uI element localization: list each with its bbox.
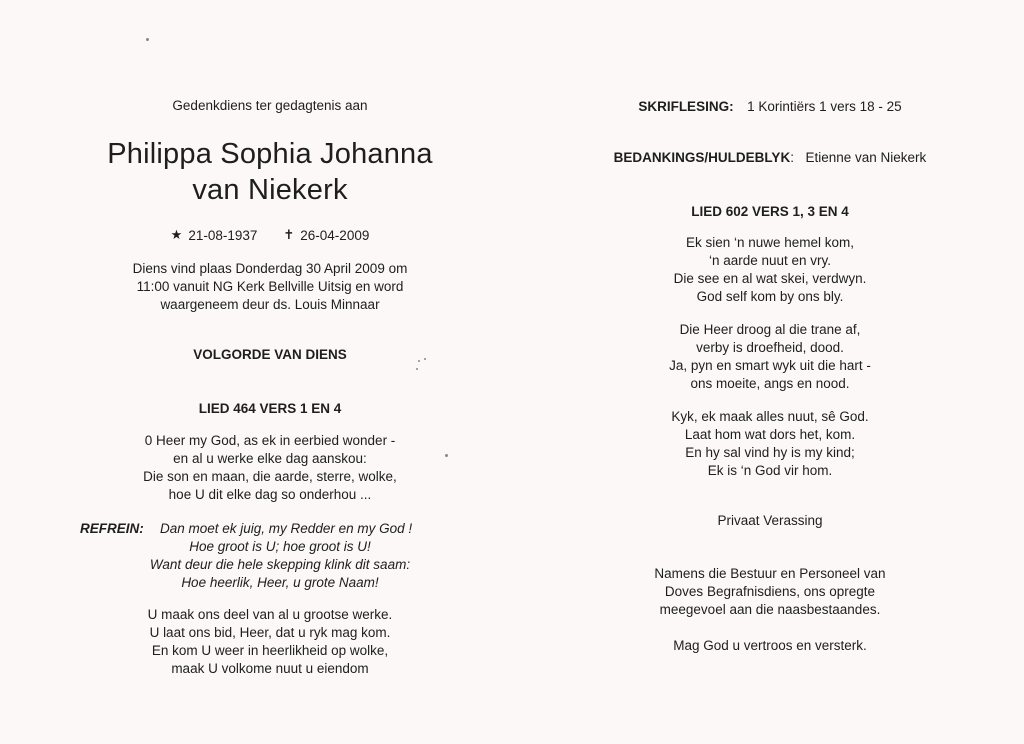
- verse-line: hoe U dit elke dag so onderhou ...: [168, 487, 372, 502]
- blessing: Mag God u vertroos en versterk.: [673, 638, 867, 653]
- stanza-line: God self kom by ons bly.: [696, 289, 844, 304]
- tribute: BEDANKINGS/HULDEBLYK: Etienne van Niekerk: [613, 150, 927, 165]
- service-info-line: Diens vind plaas Donderdag 30 April 2009 om: [132, 261, 408, 276]
- scripture-label: SKRIFLESING:: [638, 99, 734, 114]
- hymn-title: LIED 602 VERS 1, 3 EN 4: [691, 204, 849, 219]
- order-of-service-title: VOLGORDE VAN DIENS: [193, 347, 347, 362]
- scan-speck: [424, 358, 426, 360]
- verse-line: En kom U weer in heerlikheid op wolke,: [151, 643, 389, 658]
- stanza-line: Laat hom wat dors het, kom.: [684, 427, 856, 442]
- hymn-title: LIED 464 VERS 1 EN 4: [198, 401, 342, 416]
- star-icon: ★: [170, 227, 183, 242]
- memorial-heading: Gedenkdiens ter gedagtenis aan: [172, 98, 368, 113]
- service-info-line: waargeneem deur ds. Louis Minnaar: [160, 297, 380, 312]
- deceased-name-line2: van Niekerk: [192, 174, 348, 206]
- verse-line: maak U volkome nuut u eiendom: [171, 661, 369, 676]
- scripture-value: 1 Korintiërs 1 vers 18 - 25: [747, 99, 902, 114]
- cross-icon: ✝: [283, 227, 295, 242]
- tribute-label: BEDANKINGS/HULDEBLYK: [613, 150, 791, 165]
- refrain-line: Hoe heerlik, Heer, u grote Naam!: [181, 575, 379, 590]
- scan-speck: [146, 38, 149, 41]
- cremation-note: Privaat Verassing: [717, 513, 823, 528]
- verse-line: U maak ons deel van al u grootse werke.: [147, 607, 393, 622]
- refrain-line: Hoe groot is U; hoe groot is U!: [189, 539, 371, 554]
- scan-speck: [416, 368, 418, 370]
- life-dates: [60, 227, 480, 243]
- service-info-line: 11:00 vanuit NG Kerk Bellville Uitsig en word: [136, 279, 404, 294]
- stanza-line: ‘n aarde nuut en vry.: [708, 253, 832, 268]
- verse-line: U laat ons bid, Heer, dat u ryk mag kom.: [149, 625, 391, 640]
- scan-speck: [418, 360, 420, 362]
- stanza-line: Die Heer droog al die trane af,: [679, 322, 861, 337]
- refrain-line: Want deur die hele skepping klink dit saam:: [149, 557, 411, 572]
- birth-date: 21-08-1937: [188, 227, 258, 243]
- scan-speck: [445, 454, 448, 457]
- closing-line: Namens die Bestuur en Personeel van: [654, 566, 886, 581]
- tribute-value: Etienne van Niekerk: [805, 150, 927, 165]
- stanza-line: Ek sien ‘n nuwe hemel kom,: [685, 235, 855, 250]
- stanza-line: ons moeite, angs en nood.: [690, 376, 850, 391]
- verse-line: 0 Heer my God, as ek in eerbied wonder -: [144, 433, 396, 448]
- deceased-name-line1: Philippa Sophia Johanna: [107, 138, 433, 170]
- verse-line: en al u werke elke dag aanskou:: [173, 451, 367, 466]
- scripture-reading: [560, 99, 980, 114]
- refrain-label: REFREIN:: [80, 521, 144, 536]
- stanza-line: Kyk, ek maak alles nuut, sê God.: [671, 409, 869, 424]
- stanza-line: Ja, pyn en smart wyk uit die hart -: [669, 358, 871, 373]
- stanza-line: Ek is ‘n God vir hom.: [707, 463, 833, 478]
- death-date: 26-04-2009: [300, 227, 370, 243]
- stanza-line: Die see en al wat skei, verdwyn.: [673, 271, 867, 286]
- verse-line: Die son en maan, die aarde, sterre, wolke,: [143, 469, 397, 484]
- closing-line: meegevoel aan die naasbestaandes.: [659, 602, 881, 617]
- stanza-line: verby is droefheid, dood.: [696, 340, 844, 355]
- closing-line: Doves Begrafnisdiens, ons opregte: [664, 584, 876, 599]
- refrain-line: Dan moet ek juig, my Redder en my God !: [160, 521, 413, 536]
- stanza-line: En hy sal vind hy is my kind;: [685, 445, 855, 460]
